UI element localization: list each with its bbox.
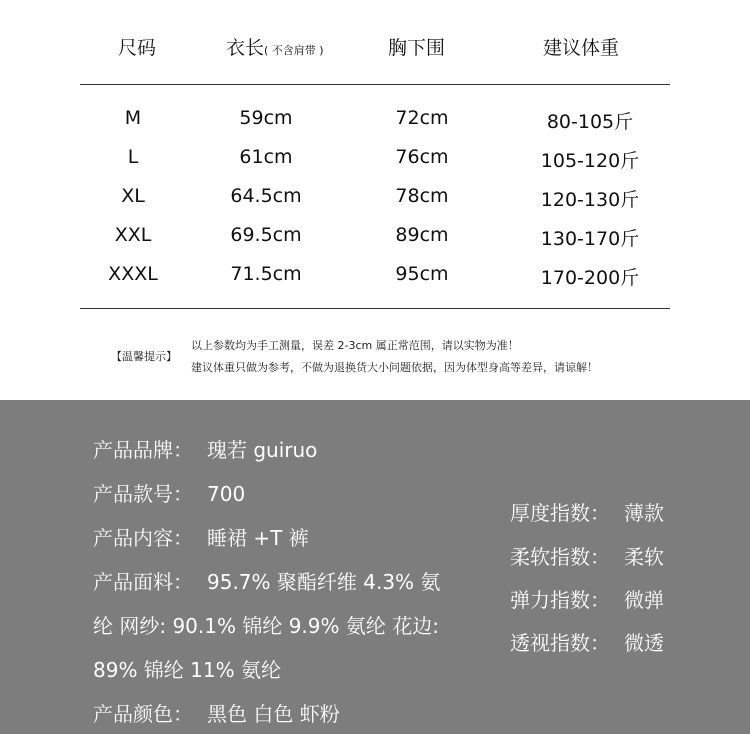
header-size: 尺码 <box>118 37 157 59</box>
cell-underbust: 89cm <box>395 224 449 246</box>
cell-underbust: 78cm <box>395 185 449 207</box>
cell-length: 59cm <box>239 107 293 129</box>
notice-line-2: 建议体重只做为参考，不做为退换货大小问题依据，因为体型身高等差异，请谅解！ <box>191 361 598 374</box>
product-content-value: 睡裙 +T 裤 <box>207 526 309 550</box>
cell-underbust: 95cm <box>395 263 449 285</box>
index-value: 薄款 <box>624 501 664 525</box>
header-length <box>226 33 324 60</box>
product-color-value: 黑色 白色 虾粉 <box>207 702 340 726</box>
index-value: 微弹 <box>624 588 664 612</box>
cell-size: XXL <box>114 224 152 246</box>
cell-length: 69.5cm <box>230 224 302 246</box>
index-thickness <box>510 497 664 526</box>
table-top-rule <box>80 84 670 85</box>
cell-weight: 80-105斤 <box>546 111 634 133</box>
notice-line-1: 以上参数均为手工测量，误差 2-3cm 属正常范围，请以实物为准！ <box>191 339 519 352</box>
notice-tag: 【温馨提示】 <box>111 350 177 363</box>
cell-size: L <box>127 146 139 168</box>
index-value: 柔软 <box>624 545 664 569</box>
cell-weight: 120-130斤 <box>540 189 640 211</box>
cell-weight: 130-170斤 <box>540 228 640 250</box>
cell-length: 71.5cm <box>230 263 302 285</box>
cell-underbust: 72cm <box>395 107 449 129</box>
product-content-label: 产品内容： <box>93 526 193 550</box>
header-underbust: 胸下围 <box>388 37 446 59</box>
cell-size: XL <box>121 185 145 207</box>
product-fabric-line-1: 95.7% 聚酯纤维 4.3% 氨 <box>207 570 441 594</box>
product-brand-value: 瑰若 guiruo <box>207 438 318 462</box>
index-label: 透视指数： <box>510 631 610 655</box>
index-label: 厚度指数： <box>510 501 610 525</box>
index-transparency <box>510 627 664 656</box>
table-bottom-rule <box>80 308 670 309</box>
cell-length: 64.5cm <box>230 185 302 207</box>
index-elasticity <box>510 584 664 613</box>
product-model-label: 产品款号： <box>93 482 193 506</box>
cell-weight: 170-200斤 <box>540 267 640 289</box>
cell-length: 61cm <box>239 146 293 168</box>
product-color-label: 产品颜色： <box>93 702 193 726</box>
product-fabric-line-2: 纶 网纱: 90.1% 锦纶 9.9% 氨纶 花边: <box>93 614 439 638</box>
product-model <box>93 478 245 507</box>
index-softness <box>510 541 664 570</box>
cell-weight: 105-120斤 <box>540 150 640 172</box>
product-brand <box>93 434 317 463</box>
header-length-note: ( 不含肩带 ) <box>264 44 324 57</box>
header-length-label: 衣长 <box>226 37 265 59</box>
product-content <box>93 522 309 551</box>
product-fabric-label: 产品面料： <box>93 570 193 594</box>
index-label: 弹力指数： <box>510 588 610 612</box>
index-value: 微透 <box>624 631 664 655</box>
product-color <box>93 698 340 727</box>
product-info-panel <box>0 400 750 734</box>
header-weight: 建议体重 <box>543 37 620 59</box>
cell-size: XXXL <box>108 263 158 285</box>
index-label: 柔软指数： <box>510 545 610 569</box>
product-fabric-line-3: 89% 锦纶 11% 氨纶 <box>93 658 281 682</box>
cell-underbust: 76cm <box>395 146 449 168</box>
cell-size: M <box>124 107 142 129</box>
product-model-value: 700 <box>207 482 246 506</box>
product-brand-label: 产品品牌： <box>93 438 193 462</box>
product-fabric <box>93 566 440 595</box>
